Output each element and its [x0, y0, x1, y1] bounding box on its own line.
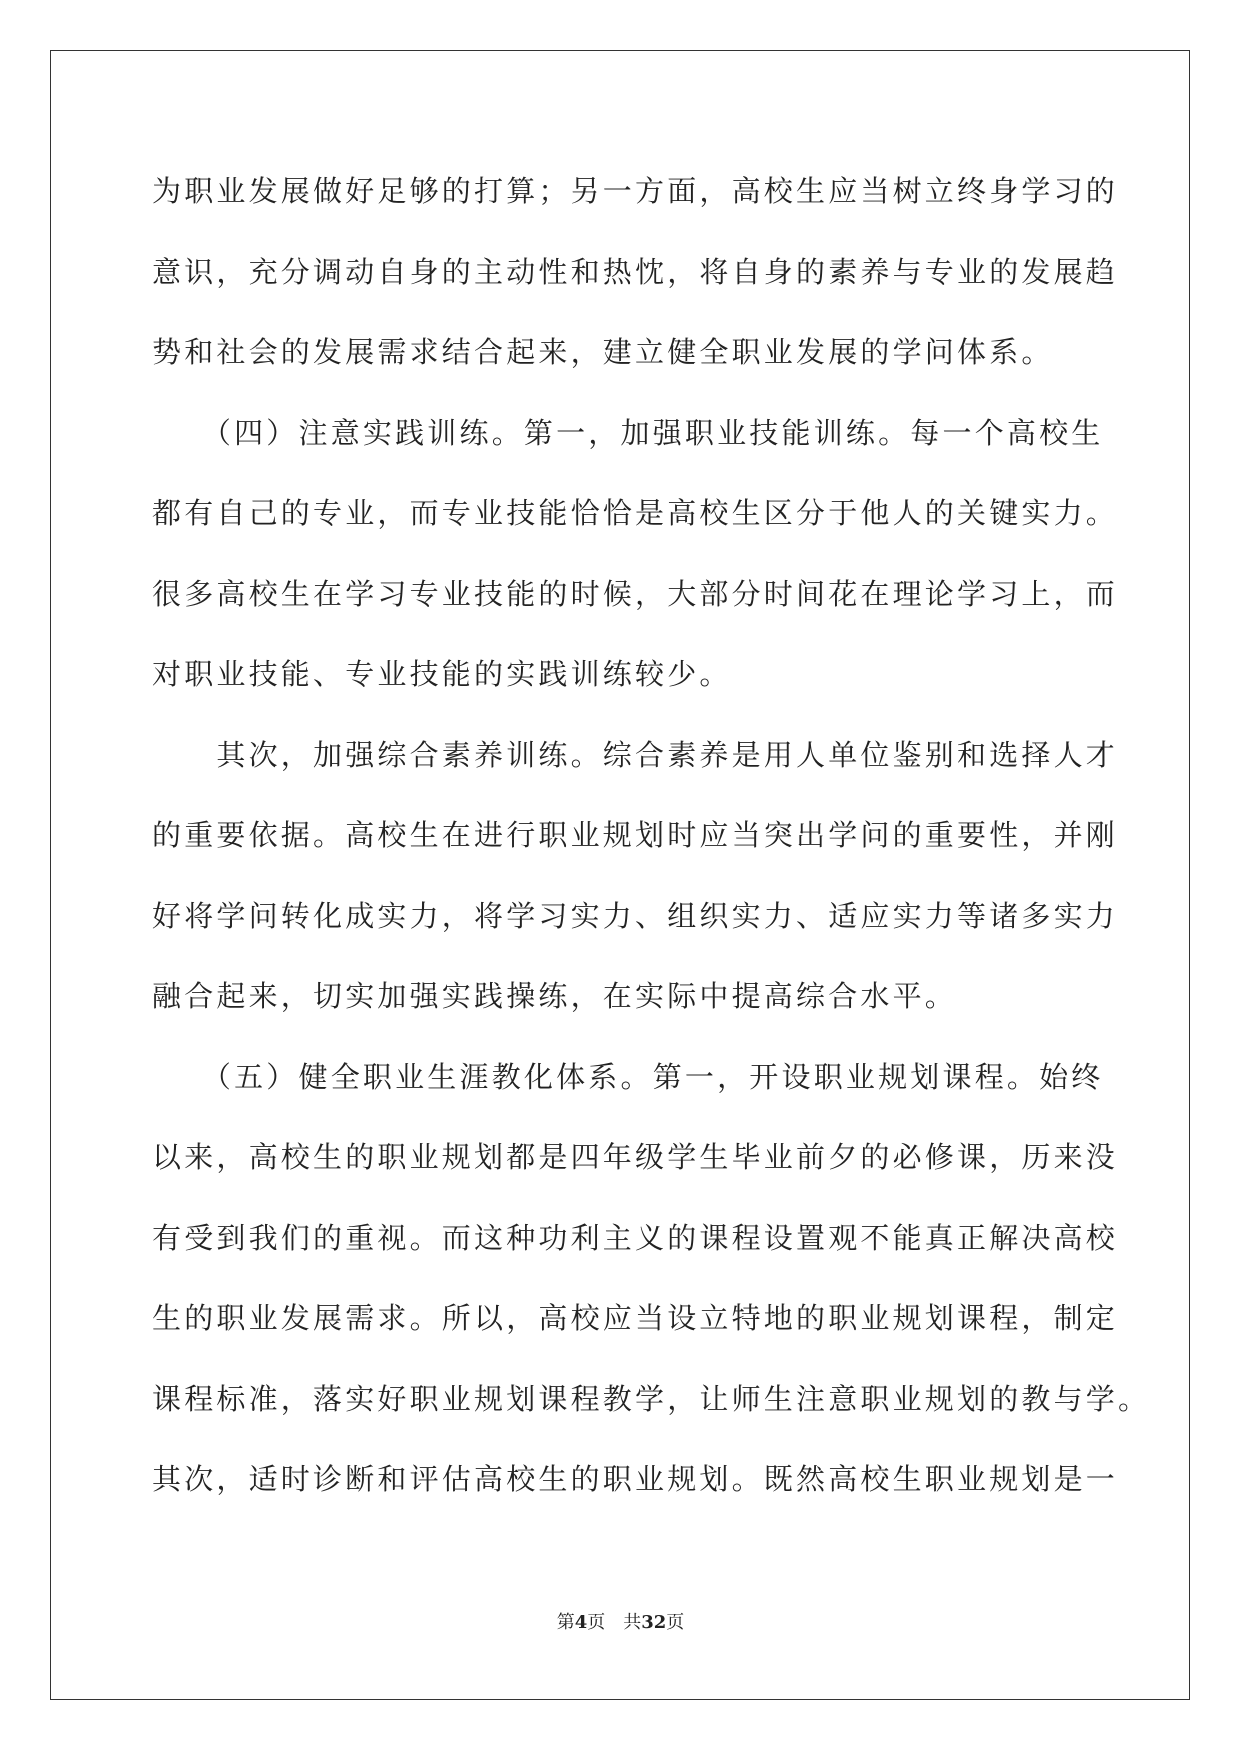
text-line: 对职业技能、专业技能的实践训练较少。 — [152, 657, 732, 691]
text-line: 以来，高校生的职业规划都是四年级学生毕业前夕的必修课，历来没 — [152, 1140, 1119, 1174]
page-current: 4 — [574, 1612, 588, 1633]
text-line: 意识，充分调动自身的主动性和热忱，将自身的素养与专业的发展趋 — [152, 254, 1119, 289]
text-line: 都有自己的专业，而专业技能恰恰是高校生区分于他人的关键实力。 — [152, 496, 1119, 530]
text-line: 很多高校生在学习专业技能的时候，大部分时间花在理论学习上，而 — [152, 576, 1119, 611]
page-prefix: 第 — [556, 1612, 575, 1633]
page-footer — [0, 1608, 1241, 1634]
text-line: 其次，加强综合素养训练。综合素养是用人单位鉴别和选择人才 — [152, 737, 1119, 772]
text-line: 其次，适时诊断和评估高校生的职业规划。既然高校生职业规划是一 — [152, 1462, 1119, 1496]
page-suffix: 页 — [666, 1612, 685, 1633]
text-line: 生的职业发展需求。所以，高校应当设立特地的职业规划课程，制定 — [152, 1301, 1119, 1335]
text-line: （四）注意实践训练。第一，加强职业技能训练。每一个高校生 — [152, 415, 1104, 450]
text-line: 融合起来，切实加强实践操练，在实际中提高综合水平。 — [152, 979, 958, 1013]
text-line: 为职业发展做好足够的打算；另一方面，高校生应当树立终身学习的 — [152, 174, 1119, 208]
text-line: 有受到我们的重视。而这种功利主义的课程设置观不能真正解决高校 — [152, 1220, 1119, 1255]
text-line: 的重要依据。高校生在进行职业规划时应当突出学问的重要性，并刚 — [152, 818, 1119, 852]
text-line: 势和社会的发展需求结合起来，建立健全职业发展的学问体系。 — [152, 335, 1054, 369]
text-line: 好将学问转化成实力，将学习实力、组织实力、适应实力等诸多实力 — [152, 898, 1119, 933]
text-line: （五）健全职业生涯教化体系。第一，开设职业规划课程。始终 — [152, 1059, 1104, 1094]
page-mid: 页 共 — [587, 1612, 642, 1633]
document-body — [152, 160, 1151, 1529]
text-line: 课程标准，落实好职业规划课程教学，让师生注意职业规划的教与学。 — [152, 1381, 1151, 1416]
page-total: 32 — [641, 1612, 667, 1633]
